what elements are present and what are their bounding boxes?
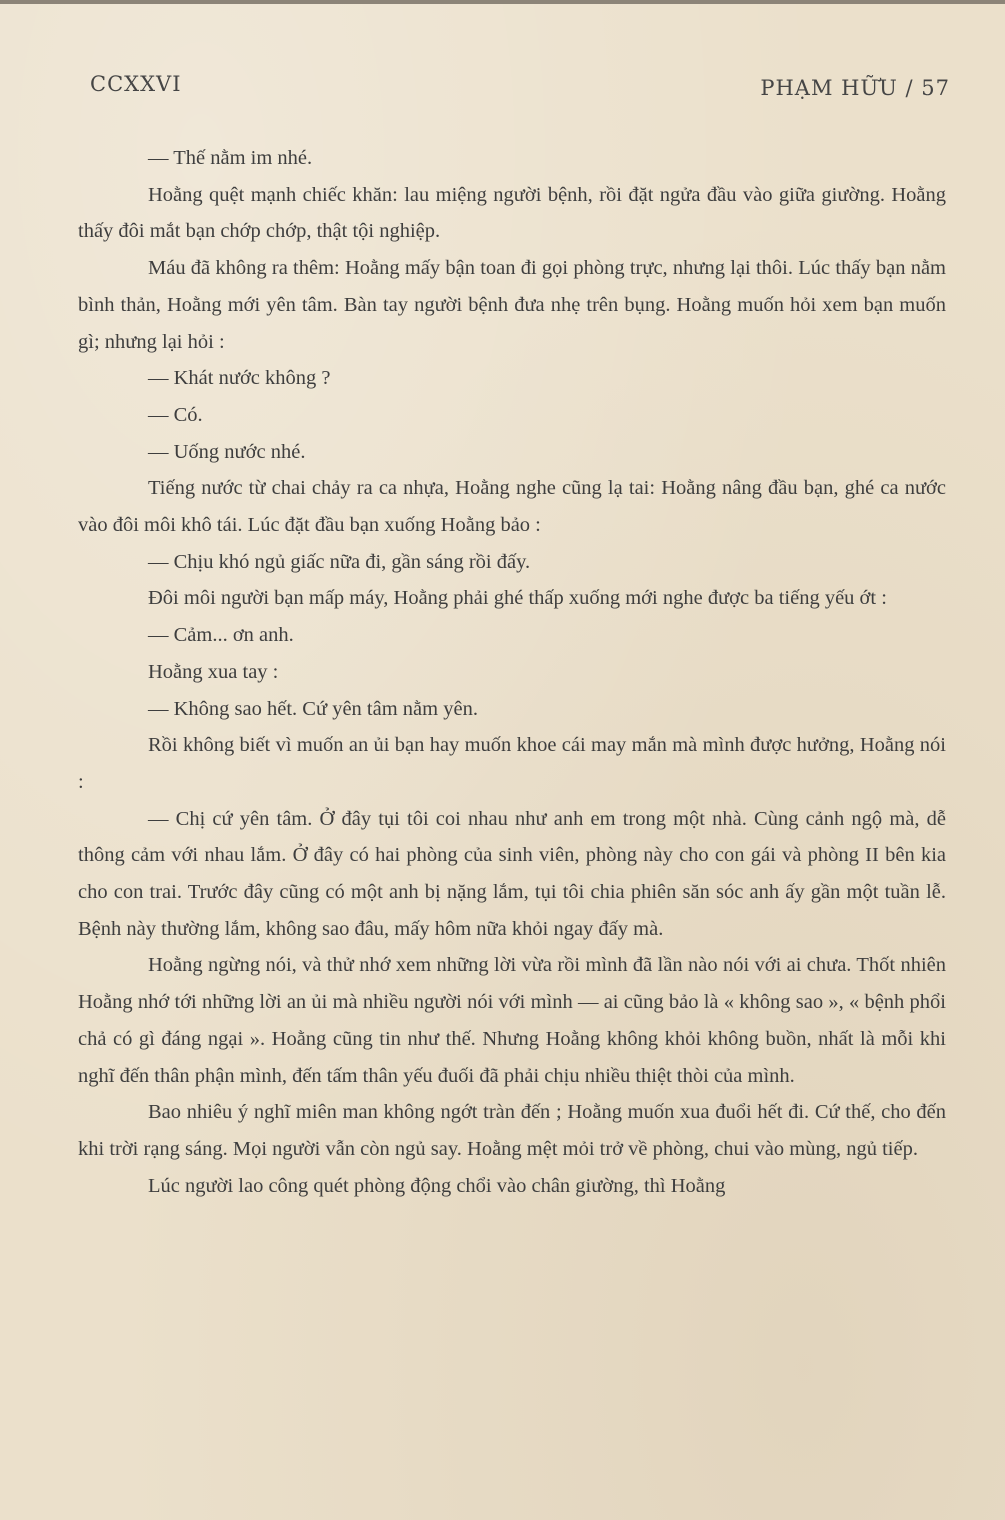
paragraph: Hoằng ngừng nói, và thử nhớ xem những lời vừa rồi mình đã lần nào nói với ai chưa. Thốt nhiên Hoằng nhớ tới những lời an ủi mà nhiều người nói với mình — ai cũng bảo là « không sao », « bệnh phổi chả có gì đáng ngại ». Hoằng cũng tin như thế. Nhưng Hoằng không khỏi không buồn, nhất là mỗi khi nghĩ đến thân phận mình, đến tấm thân yếu đuối đã phải chịu nhiều thiệt thòi của mình. xyxy=(78,954,946,1087)
paragraph: Bao nhiêu ý nghĩ miên man không ngớt tràn đến ; Hoằng muốn xua đuổi hết đi. Cứ thế, cho đến khi trời rạng sáng. Mọi người vẫn còn ngủ say. Hoằng mệt mỏi trở về phòng, chui vào mùng, ngủ tiếp. xyxy=(78,1101,946,1160)
paragraph: Đôi môi người bạn mấp máy, Hoằng phải ghé thấp xuống mới nghe được ba tiếng yếu ớt : xyxy=(148,587,887,610)
paragraph: — Thế nằm im nhé. xyxy=(148,147,313,169)
paragraph: — Chị cứ yên tâm. Ở đây tụi tôi coi nhau như anh em trong một nhà. Cùng cảnh ngộ mà, dễ thông cảm với nhau lắm. Ở đây có hai phòng của sinh viên, phòng này cho con gái và phòng II bên kia cho con trai. Trước đây cũng có một anh bị nặng lắm, tụi tôi chia phiên săn sóc anh ấy gần một tuần lễ. Bệnh này thường lắm, không sao đâu, mấy hôm nữa khỏi ngay đấy mà. xyxy=(78,807,946,940)
scan-edge xyxy=(0,0,1005,4)
paragraph: Máu đã không ra thêm: Hoằng mấy bận toan đi gọi phòng trực, nhưng lại thôi. Lúc thấy bạn nằm bình thản, Hoằng mới yên tâm. Bàn tay người bệnh đưa nhẹ trên bụng. Hoằng muốn hỏi xem bạn muốn gì; nhưng lại hỏi : xyxy=(78,257,946,353)
page-header xyxy=(90,72,950,102)
chapter-number: CCXXVI xyxy=(90,72,182,96)
paragraph: — Có. xyxy=(148,403,203,426)
paragraph: Lúc người lao công quét phòng động chổi vào chân giường, thì Hoằng xyxy=(148,1174,726,1197)
paragraph: — Uống nước nhé. xyxy=(148,440,306,463)
paragraph: — Khát nước không ? xyxy=(148,367,331,390)
paragraph: Hoằng xua tay : xyxy=(148,660,279,683)
paragraph: Hoằng quệt mạnh chiếc khăn: lau miệng người bệnh, rồi đặt ngửa đầu vào giữa giường. Hoằng thấy đôi mắt bạn chớp chớp, thật tội nghiệp. xyxy=(78,183,946,243)
author-page-number: PHẠM HỮU / 57 xyxy=(760,76,950,100)
page-body xyxy=(78,140,946,1204)
paragraph: — Cảm... ơn anh. xyxy=(148,624,294,647)
paragraph: Rồi không biết vì muốn an ủi bạn hay muốn khoe cái may mắn mà mình được hưởng, Hoằng nói : xyxy=(78,734,946,793)
paragraph: — Chịu khó ngủ giấc nữa đi, gần sáng rồi đấy. xyxy=(148,550,531,573)
paragraph: Tiếng nước từ chai chảy ra ca nhựa, Hoằng nghe cũng lạ tai: Hoằng nâng đầu bạn, ghé ca nước vào đôi môi khô tái. Lúc đặt đầu bạn xuống Hoằng bảo : xyxy=(78,477,946,537)
paragraph: — Không sao hết. Cứ yên tâm nằm yên. xyxy=(148,697,478,720)
